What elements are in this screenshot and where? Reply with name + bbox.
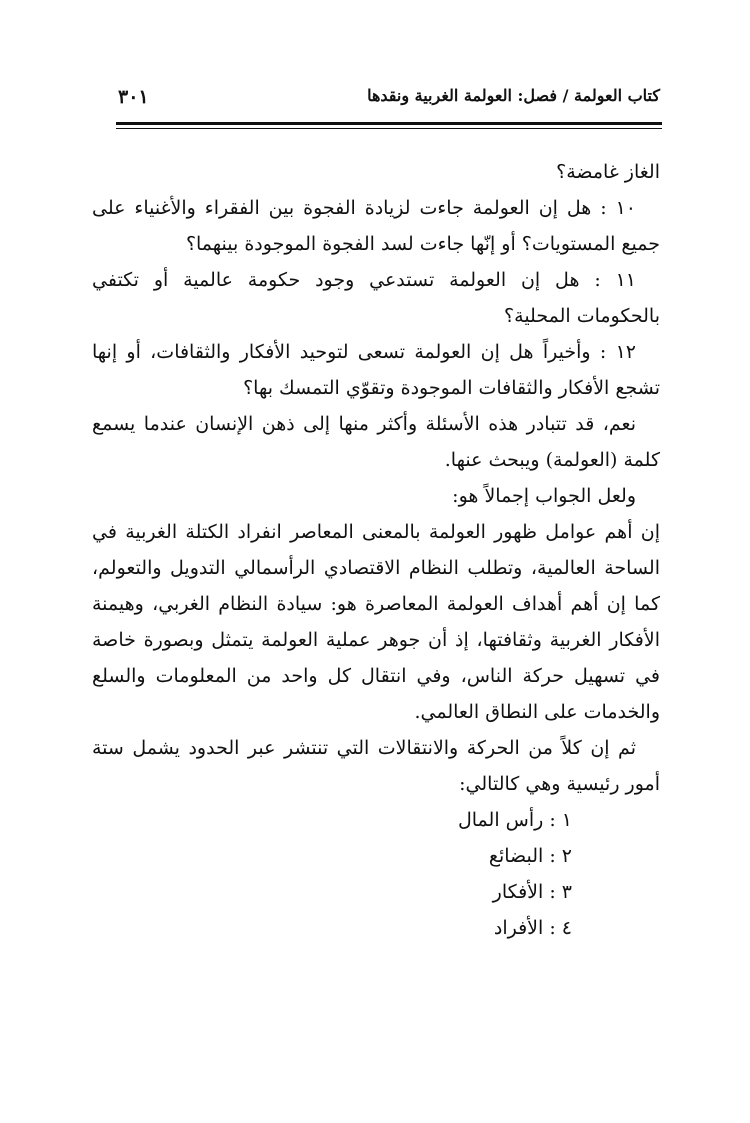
list-item-individuals: ٤ : الأفراد	[493, 917, 572, 939]
page-number: ٣٠١	[118, 86, 149, 108]
list-item-goods: ٢ : البضائع	[488, 845, 572, 867]
running-title: كتاب العولمة / فصل: العولمة الغربية ونقدها	[367, 86, 660, 105]
list-item-capital: ١ : رأس المال	[457, 809, 572, 831]
question-12: ١٢ : وأخيراً هل إن العولمة تسعى لتوحيد الأفكار والثقافات، أو إنها تشجع الأفكار والثقافات الموجودة وتقوّي التمسك بها؟	[92, 341, 660, 399]
paragraph-answer-intro: ولعل الجواب إجمالاً هو:	[452, 485, 636, 507]
header-rule-thin	[116, 128, 662, 129]
body-text	[92, 154, 660, 946]
paragraph-questions-summary: نعم، قد تتبادر هذه الأسئلة وأكثر منها إلى ذهن الإنسان عندما يسمع كلمة (العولمة) ويبحث عنها.	[92, 413, 660, 471]
paragraph-continuation: الغاز غامضة؟	[556, 161, 660, 183]
paragraph-movements: ثم إن كلاً من الحركة والانتقالات التي تنتشر عبر الحدود يشمل ستة أمور رئيسية وهي كالتالي:	[92, 737, 660, 795]
paragraph-globalization-factors: إن أهم عوامل ظهور العولمة بالمعنى المعاصر انفراد الكتلة الغربية في الساحة العالمية، وتطلب النظام الاقتصادي الرأسمالي التدويل والتعولم، كما إن أهم أهداف العولمة المعاصرة هو: سيادة النظام الغربي، وهيمنة الأفكار الغربية وثقافتها، إذ أن جوهر عملية العولمة يتمثل وبصورة خاصة في تسهيل حركة الناس، وفي انتقال كل واحد من المعلومات والسلع والخدمات على النطاق العالمي.	[92, 521, 660, 723]
question-11: ١١ : هل إن العولمة تستدعي وجود حكومة عالمية أو تكتفي بالحكومات المحلية؟	[92, 269, 660, 327]
question-10: ١٠ : هل إن العولمة جاءت لزيادة الفجوة بين الفقراء والأغنياء على جميع المستويات؟ أو إنّها جاءت لسد الفجوة الموجودة بينهما؟	[92, 197, 660, 255]
list-item-ideas: ٣ : الأفكار	[492, 881, 572, 903]
header-rule-thick	[116, 122, 662, 125]
page-header	[118, 86, 660, 114]
